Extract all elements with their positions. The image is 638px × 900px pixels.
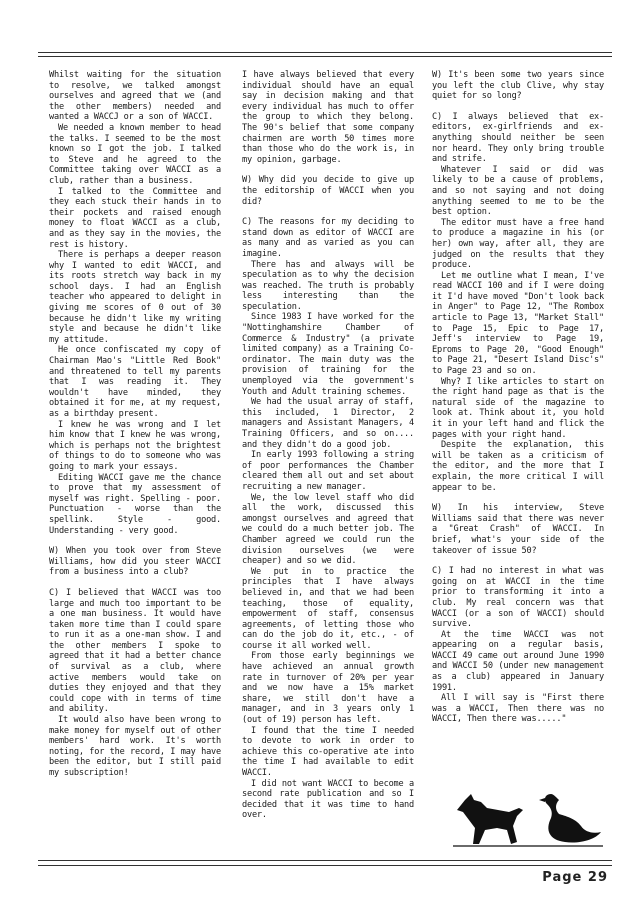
answer: C) The reasons for my deciding to stand down as editor of WACCI are as many and as varied as you can imagine. [242, 217, 414, 259]
paragraph: The editor must have a free hand to produce a magazine in his (or her) own way, after all, they are judged on the results that they produce. [432, 217, 604, 271]
paragraph: Since 1983 I have worked for the "Nottinghamshire Chamber of Commerce & Industry" (a private limited company) as a Training Co-ordinator. The main duty was the provision of training for the unemployed via the government's Youth and Adult training schemes. [242, 312, 414, 397]
paragraph: I knew he was wrong and I let him know that I knew he was wrong, which is perhaps not the brightest of things to do to someone who was going to mark your essays. [49, 419, 221, 472]
column-2 [242, 70, 414, 821]
column-1 [49, 70, 221, 779]
goose-silhouette [539, 794, 601, 843]
column-3 [432, 70, 604, 725]
paragraph: I did not want WACCI to become a second rate publication and so I decided that it was time to hand over. [242, 778, 414, 821]
question: W) When you took over from Steve Williams, how did you steer WACCI from a business into a club? [49, 546, 221, 578]
paragraph: Let me outline what I mean, I've read WACCI 100 and if I were doing it I'd have moved "Don't look back in Anger" to Page 12, "The Rombox article to Page 13, "Market Stall" to Page 15, Epic to Page 17, Jeff's interview to Page 19, Eproms to Page 20, "Good Enough" to Page 21, "Desert Island Disc's" to Page 23 and so on. [432, 270, 604, 377]
paragraph: He once confiscated my copy of Chairman Mao's "Little Red Book" and threatened to tell my parents that I was reading it. They wouldn't have minded, they obtained it for me, at my request, as a birthday present. [49, 345, 221, 419]
answer: C) I always believed that ex-editors, ex-girlfriends and ex-anything should neither be seen nor heard. They only bring trouble and strife. [432, 111, 604, 165]
paragraph: We needed a known member to head the talks. I seemed to be the most known so I got the job. I talked to Steve and he agreed to the Committee taking over WACCI as a club, rather than a business. [49, 122, 221, 186]
paragraph: All I will say is "First there was a WACCI, Then there was no WACCI, Then there was....." [432, 693, 604, 725]
paragraph: Editing WACCI gave me the chance to prove that my assessment of myself was right. Spelling - poor. Punctuation - worse than the spellink. Style - good. Understanding - very good. [49, 472, 221, 536]
paragraph: From those early beginnings we have achieved an annual growth rate in turnover of 20% per year and we now have a 15% market share, we still don't have a manager, and in 3 years only 1 (out of 19) person has left. [242, 651, 414, 726]
dog-and-goose-illustration [447, 786, 607, 852]
answer: C) I had no interest in what was going on at WACCI in the time prior to transforming it into a club. My real concern was that WACCI (or a son of WACCI) should survive. [432, 566, 604, 630]
paragraph: Despite the explanation, this will be taken as a criticism of the editor, and the more that I explain, the more critical I will appear to be. [432, 440, 604, 493]
paragraph: There has and always will be speculation as to why the decision was reached. The truth is probably less interesting than the speculation. [242, 259, 414, 312]
question: W) It's been some two years since you left the club Clive, why stay quiet for so long? [432, 70, 604, 102]
question: W) Why did you decide to give up the editorship of WACCI when you did? [242, 175, 414, 207]
dog-silhouette [457, 794, 523, 844]
bottom-rule [38, 860, 612, 861]
paragraph: I found that the time I needed to devote to work in order to achieve this co-operative ate into the time I had available to edit WACCI. [242, 725, 414, 778]
paragraph: Whatever I said or did was likely to be a cause of problems, and so not saying and not doing anything seemed to me to be the best option. [432, 164, 604, 218]
paragraph: Why? I like articles to start on the right hand page as that is the natural side of the magazine to look at. Think about it, you hold it in your left hand and flick the pages with your right hand. [432, 376, 604, 440]
top-rule [38, 52, 612, 53]
paragraph: We had the usual array of staff, this included, 1 Director, 2 managers and Assistant Managers, 4 Training Officers, and so on.... and they didn't do a good job. [242, 397, 414, 450]
paragraph: At the time WACCI was not appearing on a regular basis, WACCI 49 came out around June 1990 and WACCI 50 (under new management as a club) appeared in January 1991. [432, 629, 604, 693]
page-number: Page 29 [542, 870, 608, 885]
paragraph: I have always believed that every individual should have an equal say in decision making and that every individual has much to offer the group to which they belong. The 90's belief that some company chairmen are worth 50 times more than those who do the work is, in my opinion, garbage. [242, 70, 414, 165]
paragraph: There is perhaps a deeper reason why I wanted to edit WACCI, and its roots stretch way back in my school days. I had an English teacher who appeared to delight in giving me scores of 0 out of 30 because he didn't like my writing style and because he didn't like my attitude. [49, 250, 221, 345]
paragraph: In early 1993 following a string of poor performances the Chamber cleared them all out and set about recruiting a new manager. [242, 450, 414, 492]
paragraph: We put in to practice the principles that I have always believed in, and that we had been teaching, those of equality, empowerment of staff, consensus agreements, of letting those who can do the job do it, etc., - of course it all worked well. [242, 566, 414, 651]
answer: C) I believed that WACCI was too large and much too important to be a one man business. It would have taken more time than I could spare to run it as a one-man show. I and the other members I spoke to agreed that it had a better chance of survival as a club, where active members would take on duties they enjoyed and that they could cope with in terms of time and ability. [49, 587, 221, 715]
top-rule-thin [38, 56, 612, 57]
paragraph: It would also have been wrong to make money for myself out of other members' hard work. It's worth noting, for the record, I may have been the editor, but I still paid my subscription! [49, 715, 221, 778]
paragraph: I talked to the Committee and they each stuck their hands in to their pockets and raised enough money to float WACCI as a club, and as they say in the movies, the rest is history. [49, 186, 221, 250]
question: W) In his interview, Steve Williams said that there was never a "Great Crash" of WACCI. In brief, what's your side of the takeover of issue 50? [432, 503, 604, 556]
paragraph: We, the low level staff who did all the work, discussed this amongst ourselves and agreed that we could do a much better job. The Chamber agreed we could run the division ourselves (we were cheaper) and so we did. [242, 492, 414, 567]
paragraph: Whilst waiting for the situation to resolve, we talked amongst ourselves and agreed that we (and the other members) needed and wanted a WACCJ or a son of WACCI. [49, 70, 221, 123]
bottom-rule-thin [38, 865, 612, 866]
